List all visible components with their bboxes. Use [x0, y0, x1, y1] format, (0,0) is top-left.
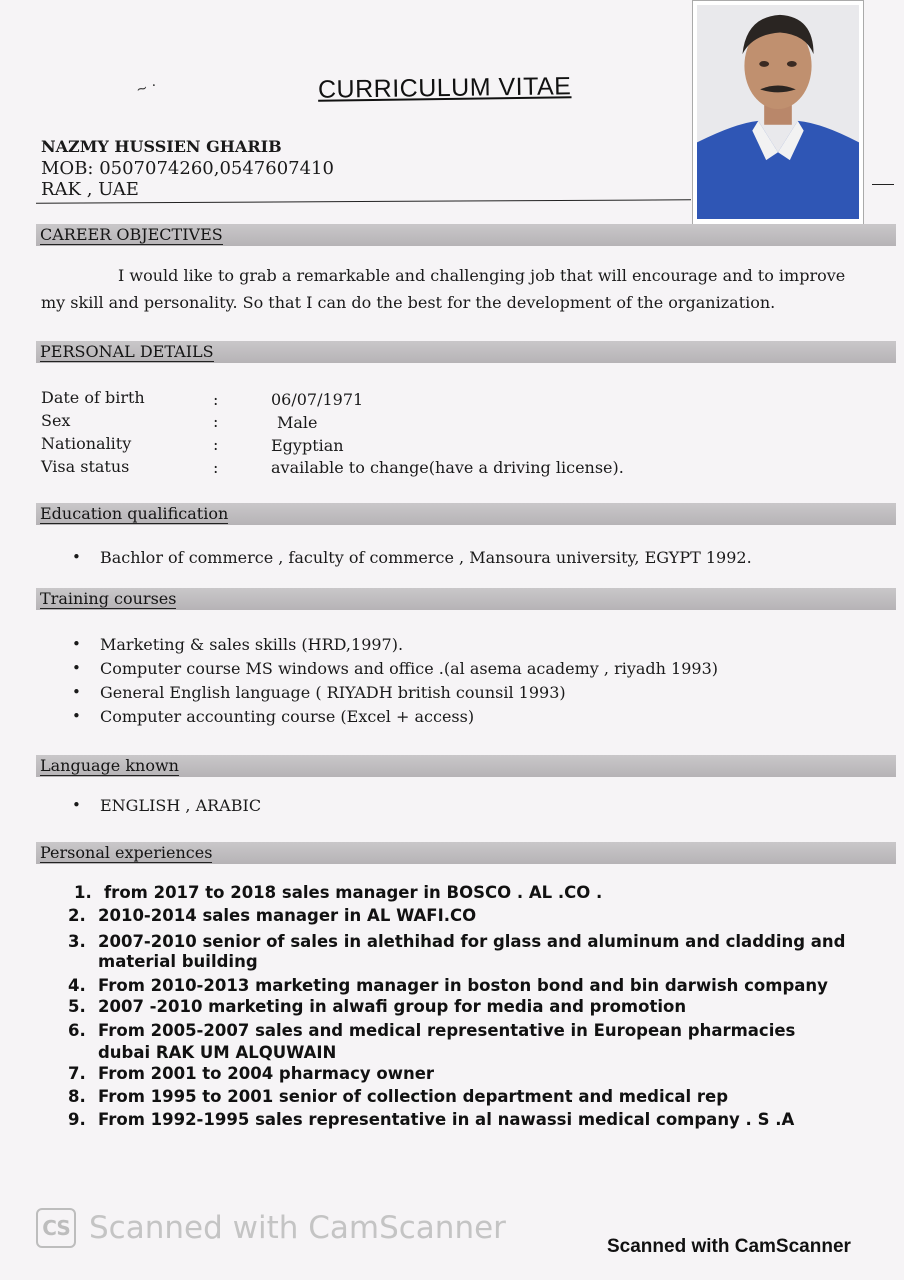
- experience-number: 6.: [68, 1021, 86, 1040]
- camscanner-logo-icon: CS: [36, 1208, 76, 1248]
- experience-number: 3.: [68, 932, 86, 951]
- mobile-numbers: MOB: 0507074260,0547607410: [41, 158, 334, 179]
- section-header-career: CAREER OBJECTIVES: [36, 224, 896, 246]
- experience-text: From 2005-2007 sales and medical representative in European pharmacies: [98, 1021, 796, 1040]
- experience-item: [68, 932, 846, 951]
- detail-value: 06/07/1971: [271, 390, 364, 409]
- detail-label: Date of birth: [41, 388, 145, 407]
- experience-number: 7.: [68, 1064, 86, 1083]
- experience-text: From 1992-1995 sales representative in al nawassi medical company . S .A: [98, 1110, 795, 1129]
- experience-item: [68, 997, 687, 1016]
- experience-text: From 1995 to 2001 senior of collection department and medical rep: [98, 1087, 729, 1106]
- profile-photo: [692, 0, 864, 228]
- experience-text: From 2001 to 2004 pharmacy owner: [98, 1064, 435, 1083]
- detail-sep: :: [213, 390, 219, 409]
- experience-number: 9.: [68, 1110, 86, 1129]
- experience-number: 5.: [68, 997, 86, 1016]
- experience-number: 4.: [68, 976, 86, 995]
- experience-continuation: material building: [98, 952, 258, 971]
- detail-sep: :: [213, 458, 219, 477]
- section-header-education: Education qualification: [36, 503, 896, 525]
- language-item: • ENGLISH , ARABIC: [100, 796, 261, 815]
- detail-sep: :: [213, 412, 219, 431]
- experience-number: 2.: [68, 906, 86, 925]
- experience-text: 2010-2014 sales manager in AL WAFI.CO: [98, 906, 477, 925]
- detail-sep: :: [213, 435, 219, 454]
- experience-item: [68, 906, 477, 925]
- detail-value: available to change(have a driving license).: [271, 458, 624, 477]
- training-item: • Computer accounting course (Excel + access): [100, 707, 474, 726]
- section-header-language: Language known: [36, 755, 896, 777]
- detail-label: Visa status: [41, 457, 130, 476]
- experience-item: [68, 1021, 796, 1040]
- section-header-experience: Personal experiences: [36, 842, 896, 864]
- detail-value: Male: [277, 413, 318, 432]
- candidate-name: NAZMY HUSSIEN GHARIB: [41, 137, 282, 156]
- page-title: CURRICULUM VITAE: [317, 72, 572, 104]
- header-divider-right: [872, 184, 894, 185]
- training-item: • Marketing & sales skills (HRD,1997).: [100, 635, 403, 654]
- training-item: • General English language ( RIYADH british counsil 1993): [100, 683, 566, 702]
- experience-item: [68, 1110, 795, 1129]
- experience-text: From 2010-2013 marketing manager in boston bond and bin darwish company: [98, 976, 828, 995]
- education-item: • Bachlor of commerce , faculty of commerce , Mansoura university, EGYPT 1992.: [100, 548, 752, 567]
- training-item: • Computer course MS windows and office .(al asema academy , riyadh 1993): [100, 659, 718, 678]
- experience-item: [68, 1064, 435, 1083]
- detail-label: Sex: [41, 411, 71, 430]
- experience-number: 1.: [74, 883, 92, 902]
- experience-number: 8.: [68, 1087, 86, 1106]
- section-header-training: Training courses: [36, 588, 896, 610]
- detail-label: Nationality: [41, 434, 132, 453]
- experience-text: 2007-2010 senior of sales in alethihad for glass and aluminum and cladding and: [98, 932, 846, 951]
- experience-item: [68, 1087, 729, 1106]
- experience-item: [68, 976, 828, 995]
- experience-continuation: dubai RAK UM ALQUWAIN: [98, 1043, 337, 1062]
- camscanner-footer: Scanned with CamScanner: [607, 1236, 851, 1257]
- address: RAK , UAE: [41, 179, 139, 200]
- experience-text: from 2017 to 2018 sales manager in BOSCO . AL .CO .: [104, 883, 603, 902]
- experience-item: [74, 883, 603, 902]
- camscanner-watermark: Scanned with CamScanner: [89, 1210, 506, 1246]
- experience-text: 2007 -2010 marketing in alwafi group for media and promotion: [98, 997, 687, 1016]
- career-line-2: my skill and personality. So that I can do the best for the development of the organization.: [41, 293, 776, 312]
- pen-mark: ~ ·: [134, 77, 159, 99]
- section-header-personal: PERSONAL DETAILS: [36, 341, 896, 363]
- detail-value: Egyptian: [271, 436, 344, 455]
- career-line-1: I would like to grab a remarkable and challenging job that will encourage and to improve: [118, 266, 846, 285]
